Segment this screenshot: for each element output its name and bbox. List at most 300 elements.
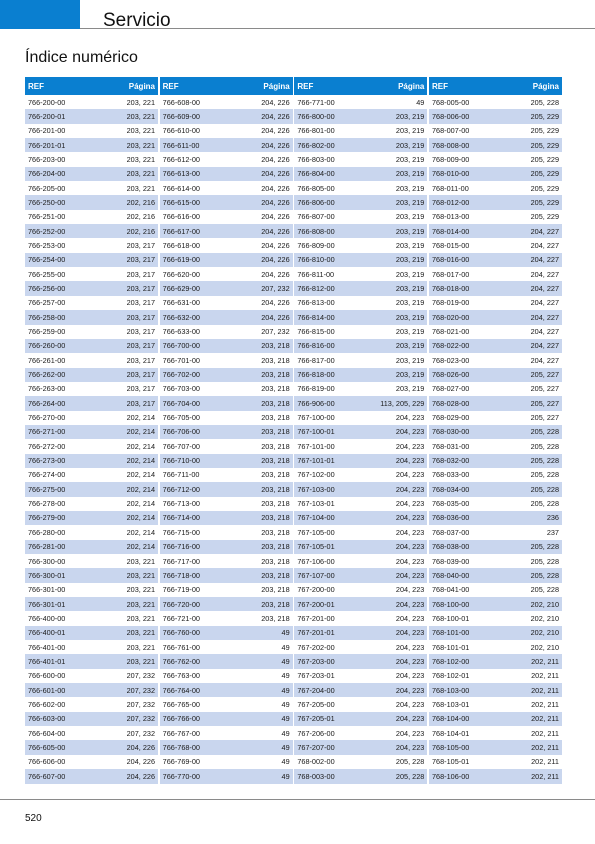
ref-code: 766-629-00	[162, 283, 200, 293]
table-row	[25, 697, 158, 711]
page-ref: 202, 210	[530, 613, 559, 623]
page-ref: 203, 221	[126, 570, 155, 580]
ref-code: 766-261-00	[28, 355, 66, 365]
table-row	[160, 726, 293, 740]
page-ref: 207, 232	[126, 685, 155, 695]
ref-code: 768-032-00	[432, 456, 470, 466]
table-row	[294, 726, 427, 740]
table-row	[25, 482, 158, 496]
ref-code: 766-273-00	[28, 456, 66, 466]
page-ref: 203, 217	[126, 384, 155, 394]
table-row	[160, 583, 293, 597]
ref-code: 768-035-00	[432, 499, 470, 509]
ref-code: 766-615-00	[162, 197, 200, 207]
table-row	[160, 267, 293, 281]
ref-code: 766-254-00	[28, 255, 66, 265]
page-ref: 203, 221	[126, 154, 155, 164]
table-row	[429, 181, 562, 195]
table-row	[294, 640, 427, 654]
table-row	[25, 124, 158, 138]
table-row	[429, 769, 562, 783]
page-ref: 205, 228	[395, 757, 425, 767]
page-ref: 203, 217	[126, 269, 155, 279]
page-ref: 204, 226	[261, 240, 290, 250]
table-row	[429, 238, 562, 252]
page-ref: 203, 217	[126, 398, 155, 408]
ref-code: 768-009-00	[432, 154, 470, 164]
section-title: Servicio	[103, 10, 171, 31]
ref-code: 768-102-01	[432, 671, 470, 681]
page-ref: 203, 217	[126, 298, 155, 308]
ref-code: 766-272-00	[28, 441, 66, 451]
ref-code: 766-271-00	[28, 427, 66, 437]
page-ref: 202, 211	[531, 685, 559, 695]
table-row	[160, 769, 293, 783]
table-row	[25, 769, 158, 783]
table-row	[294, 511, 427, 525]
ref-code: 768-007-00	[432, 126, 470, 136]
table-row	[429, 568, 562, 582]
page-ref: 203, 217	[126, 255, 155, 265]
table-row	[25, 525, 158, 539]
ref-code: 768-028-00	[432, 398, 470, 408]
ref-code: 768-037-00	[432, 527, 470, 537]
ref-code: 766-718-00	[162, 570, 200, 580]
table-row	[294, 310, 427, 324]
table-row	[25, 210, 158, 224]
ref-code: 766-762-00	[162, 656, 200, 666]
ref-code: 766-719-00	[162, 585, 200, 595]
page-ref: 237	[546, 527, 559, 537]
ref-header: REF	[432, 81, 448, 91]
ref-header: REF	[162, 81, 179, 91]
ref-code: 766-714-00	[162, 513, 200, 523]
ref-code: 768-003-00	[297, 771, 335, 781]
table-row	[294, 712, 427, 726]
column-header	[25, 77, 158, 95]
column-header	[429, 77, 562, 95]
table-row	[25, 267, 158, 281]
table-row	[160, 568, 293, 582]
page-ref: 203, 219	[395, 140, 425, 150]
ref-code: 768-101-00	[432, 628, 470, 638]
page-ref: 203, 221	[126, 126, 155, 136]
ref-code: 766-760-00	[162, 628, 200, 638]
table-row	[429, 382, 562, 396]
page-ref: 203, 221	[126, 97, 155, 107]
table-row	[429, 712, 562, 726]
table-row	[25, 583, 158, 597]
table-row	[160, 511, 293, 525]
page-ref: 204, 223	[395, 513, 425, 523]
table-row	[160, 167, 293, 181]
table-row	[429, 267, 562, 281]
page-ref: 205, 228	[530, 556, 559, 566]
table-row	[160, 683, 293, 697]
ref-code: 767-206-00	[297, 728, 335, 738]
ref-code: 768-018-00	[432, 283, 470, 293]
ref-code: 766-253-00	[28, 240, 66, 250]
table-row	[429, 683, 562, 697]
table-row	[294, 611, 427, 625]
page-ref: 202, 214	[126, 542, 155, 552]
ref-code: 767-200-00	[297, 585, 335, 595]
table-row	[429, 368, 562, 382]
ref-code: 768-102-00	[432, 656, 470, 666]
table-row	[429, 152, 562, 166]
page-ref: 202, 214	[126, 427, 155, 437]
table-row	[294, 525, 427, 539]
table-row	[429, 554, 562, 568]
table-row	[25, 152, 158, 166]
ref-code: 766-608-00	[162, 97, 200, 107]
table-row	[160, 253, 293, 267]
ref-code: 766-600-00	[28, 671, 66, 681]
table-row	[429, 411, 562, 425]
ref-code: 768-017-00	[432, 269, 470, 279]
page-ref: 204, 223	[395, 556, 425, 566]
ref-code: 766-205-00	[28, 183, 66, 193]
table-row	[429, 583, 562, 597]
table-row	[294, 454, 427, 468]
table-row	[294, 654, 427, 668]
ref-code: 766-765-00	[162, 699, 200, 709]
ref-code: 768-011-00	[432, 183, 469, 193]
ref-header: REF	[28, 81, 44, 91]
ref-code: 766-713-00	[162, 499, 200, 509]
ref-code: 766-806-00	[297, 197, 335, 207]
table-row	[25, 195, 158, 209]
ref-code: 766-252-00	[28, 226, 66, 236]
table-row	[294, 669, 427, 683]
page-ref: 49	[281, 642, 290, 652]
page-ref: 205, 229	[530, 197, 559, 207]
page-ref: 203, 221	[126, 642, 155, 652]
ref-code: 766-260-00	[28, 341, 66, 351]
table-row	[429, 511, 562, 525]
table-row	[429, 109, 562, 123]
table-row	[294, 683, 427, 697]
page-ref: 203, 217	[126, 341, 155, 351]
table-row	[160, 640, 293, 654]
table-row	[294, 281, 427, 295]
ref-code: 766-604-00	[28, 728, 66, 738]
ref-code: 766-807-00	[297, 212, 335, 222]
page-ref: 203, 221	[126, 628, 155, 638]
table-row	[429, 138, 562, 152]
ref-code: 766-818-00	[297, 370, 335, 380]
table-row	[429, 439, 562, 453]
table-row	[429, 396, 562, 410]
table-row	[294, 425, 427, 439]
table-row	[160, 109, 293, 123]
page-ref: 202, 214	[126, 499, 155, 509]
table-row	[160, 224, 293, 238]
page-ref: 205, 228	[530, 570, 559, 580]
ref-code: 768-101-01	[432, 642, 470, 652]
ref-code: 766-262-00	[28, 370, 66, 380]
table-row	[160, 325, 293, 339]
table-row	[160, 138, 293, 152]
ref-code: 766-701-00	[162, 355, 200, 365]
table-row	[429, 325, 562, 339]
page-ref: 204, 223	[395, 427, 425, 437]
ref-code: 768-034-00	[432, 484, 470, 494]
ref-code: 766-716-00	[162, 542, 200, 552]
page-ref: 205, 228	[530, 427, 559, 437]
ref-code: 766-251-00	[28, 212, 66, 222]
page-ref: 204, 227	[530, 327, 559, 337]
page-ref: 205, 229	[530, 212, 559, 222]
page-ref: 204, 223	[395, 527, 425, 537]
page-ref: 204, 226	[261, 126, 290, 136]
ref-code: 766-770-00	[162, 771, 200, 781]
page-ref: 236	[546, 513, 559, 523]
table-row	[160, 368, 293, 382]
page-ref: 203, 221	[126, 169, 155, 179]
ref-code: 767-203-01	[297, 671, 335, 681]
ref-code: 768-039-00	[432, 556, 470, 566]
table-row	[160, 281, 293, 295]
table-row	[429, 281, 562, 295]
page-ref: 204, 227	[530, 226, 559, 236]
ref-code: 766-300-00	[28, 556, 66, 566]
page-ref: 203, 219	[395, 327, 425, 337]
table-row	[160, 525, 293, 539]
page-ref: 205, 228	[530, 542, 559, 552]
page-ref: 204, 226	[261, 111, 290, 121]
ref-code: 766-811-00	[297, 269, 335, 279]
ref-code: 766-710-00	[162, 456, 200, 466]
table-row	[429, 296, 562, 310]
table-row	[25, 310, 158, 324]
page-ref: 204, 226	[261, 312, 290, 322]
table-row	[429, 95, 562, 109]
table-row	[429, 525, 562, 539]
page-ref: 207, 232	[126, 728, 155, 738]
ref-code: 766-616-00	[162, 212, 200, 222]
ref-code: 768-022-00	[432, 341, 470, 351]
table-row	[429, 640, 562, 654]
table-row	[294, 411, 427, 425]
table-row	[25, 511, 158, 525]
ref-code: 768-019-00	[432, 298, 470, 308]
page-ref: 204, 226	[261, 226, 290, 236]
page-ref: 113, 205, 229	[380, 398, 425, 408]
page-ref: 203, 217	[126, 240, 155, 250]
page-ref: 203, 218	[261, 384, 290, 394]
page-ref: 203, 219	[395, 298, 425, 308]
page-ref: 203, 218	[261, 456, 290, 466]
ref-code: 766-810-00	[297, 255, 335, 265]
ref-code: 766-763-00	[162, 671, 200, 681]
table-row	[294, 152, 427, 166]
ref-code: 766-720-00	[162, 599, 200, 609]
table-row	[294, 109, 427, 123]
ref-code: 768-016-00	[432, 255, 470, 265]
page-ref: 205, 228	[530, 470, 559, 480]
table-row	[429, 497, 562, 511]
table-row	[25, 683, 158, 697]
ref-code: 766-619-00	[162, 255, 200, 265]
page-ref: 204, 227	[530, 255, 559, 265]
page-ref: 204, 226	[261, 140, 290, 150]
ref-code: 766-401-00	[28, 642, 66, 652]
table-row	[25, 554, 158, 568]
ref-code: 766-250-00	[28, 197, 66, 207]
page-ref: 203, 219	[395, 226, 425, 236]
ref-code: 766-618-00	[162, 240, 200, 250]
page-number: 520	[25, 813, 42, 824]
table-row	[25, 626, 158, 640]
table-row	[294, 626, 427, 640]
ref-code: 766-278-00	[28, 499, 66, 509]
table-row	[160, 597, 293, 611]
ref-code: 767-201-00	[297, 613, 335, 623]
table-row	[294, 554, 427, 568]
page-ref: 205, 229	[530, 169, 559, 179]
table-row	[294, 396, 427, 410]
table-row	[25, 353, 158, 367]
page-ref: 203, 217	[126, 327, 155, 337]
table-row	[294, 497, 427, 511]
table-row	[160, 411, 293, 425]
ref-code: 766-606-00	[28, 757, 66, 767]
ref-code: 766-614-00	[162, 183, 200, 193]
page-ref: 204, 223	[395, 685, 425, 695]
table-row	[25, 368, 158, 382]
page-ref: 204, 223	[395, 599, 425, 609]
index-column	[294, 77, 427, 784]
ref-code: 766-300-01	[28, 570, 66, 580]
ref-code: 768-014-00	[432, 226, 470, 236]
page-ref: 205, 227	[530, 398, 559, 408]
ref-code: 766-814-00	[297, 312, 335, 322]
page-ref: 203, 218	[261, 441, 290, 451]
page-ref: 204, 223	[395, 613, 425, 623]
ref-code: 767-207-00	[297, 742, 335, 752]
ref-code: 768-104-00	[432, 714, 470, 724]
table-row	[25, 138, 158, 152]
table-row	[294, 224, 427, 238]
page-ref: 202, 214	[126, 413, 155, 423]
table-row	[294, 167, 427, 181]
page-ref: 202, 214	[126, 484, 155, 494]
page-ref: 204, 226	[261, 255, 290, 265]
table-row	[294, 339, 427, 353]
ref-code: 768-012-00	[432, 197, 470, 207]
ref-code: 768-100-01	[432, 613, 470, 623]
page-ref: 203, 218	[261, 556, 290, 566]
page-ref: 202, 214	[126, 513, 155, 523]
page-ref: 204, 227	[530, 312, 559, 322]
page-ref: 202, 211	[531, 771, 559, 781]
page-ref: 49	[281, 671, 290, 681]
ref-code: 766-711-00	[162, 470, 200, 480]
table-row	[25, 654, 158, 668]
ref-code: 766-631-00	[162, 298, 200, 308]
page-ref: 204, 223	[395, 441, 425, 451]
ref-code: 766-802-00	[297, 140, 335, 150]
table-row	[25, 740, 158, 754]
page-ref: 207, 232	[126, 671, 155, 681]
ref-code: 766-805-00	[297, 183, 335, 193]
page-ref: 204, 226	[261, 212, 290, 222]
ref-code: 767-200-01	[297, 599, 335, 609]
column-header	[294, 77, 427, 95]
ref-code: 766-612-00	[162, 154, 200, 164]
page-ref: 202, 216	[126, 212, 155, 222]
ref-code: 766-633-00	[162, 327, 200, 337]
ref-code: 766-808-00	[297, 226, 335, 236]
ref-code: 766-255-00	[28, 269, 66, 279]
ref-code: 766-704-00	[162, 398, 200, 408]
ref-code: 766-769-00	[162, 757, 200, 767]
page-ref: 205, 228	[395, 771, 425, 781]
ref-code: 768-005-00	[432, 97, 470, 107]
page-ref: 204, 223	[395, 456, 425, 466]
table-row	[294, 597, 427, 611]
ref-code: 768-021-00	[432, 327, 470, 337]
page-ref: 204, 227	[530, 269, 559, 279]
table-row	[160, 540, 293, 554]
page-ref: 203, 217	[126, 283, 155, 293]
page-ref: 203, 219	[395, 154, 425, 164]
page-ref: 205, 228	[530, 97, 559, 107]
page-ref: 203, 219	[395, 312, 425, 322]
ref-code: 766-301-01	[28, 599, 66, 609]
ref-code: 766-803-00	[297, 154, 335, 164]
ref-code: 767-105-01	[297, 542, 335, 552]
page-header: Página	[128, 81, 155, 91]
table-row	[25, 95, 158, 109]
table-row	[294, 583, 427, 597]
ref-code: 768-105-00	[432, 742, 470, 752]
page-ref: 204, 226	[126, 742, 155, 752]
page-ref: 204, 227	[530, 240, 559, 250]
page-ref: 204, 223	[395, 671, 425, 681]
ref-header: REF	[297, 81, 314, 91]
table-row	[25, 454, 158, 468]
table-row	[160, 482, 293, 496]
table-row	[294, 210, 427, 224]
table-row	[160, 454, 293, 468]
ref-code: 767-103-00	[297, 484, 335, 494]
table-row	[294, 740, 427, 754]
ref-code: 766-602-00	[28, 699, 66, 709]
ref-code: 766-601-00	[28, 685, 66, 695]
ref-code: 768-020-00	[432, 312, 470, 322]
ref-code: 766-801-00	[297, 126, 335, 136]
page-ref: 203, 219	[395, 283, 425, 293]
table-row	[160, 310, 293, 324]
table-row	[429, 425, 562, 439]
page-ref: 204, 226	[261, 169, 290, 179]
ref-code: 768-041-00	[432, 585, 470, 595]
page-ref: 204, 227	[530, 355, 559, 365]
ref-code: 768-015-00	[432, 240, 470, 250]
page-ref: 205, 227	[530, 413, 559, 423]
ref-code: 766-816-00	[297, 341, 335, 351]
page-ref: 203, 218	[261, 341, 290, 351]
page-ref: 204, 226	[261, 197, 290, 207]
page-ref: 203, 219	[395, 240, 425, 250]
table-row	[160, 468, 293, 482]
page-ref: 202, 211	[531, 656, 559, 666]
page-ref: 203, 218	[261, 499, 290, 509]
ref-code: 766-767-00	[162, 728, 200, 738]
table-row	[25, 640, 158, 654]
